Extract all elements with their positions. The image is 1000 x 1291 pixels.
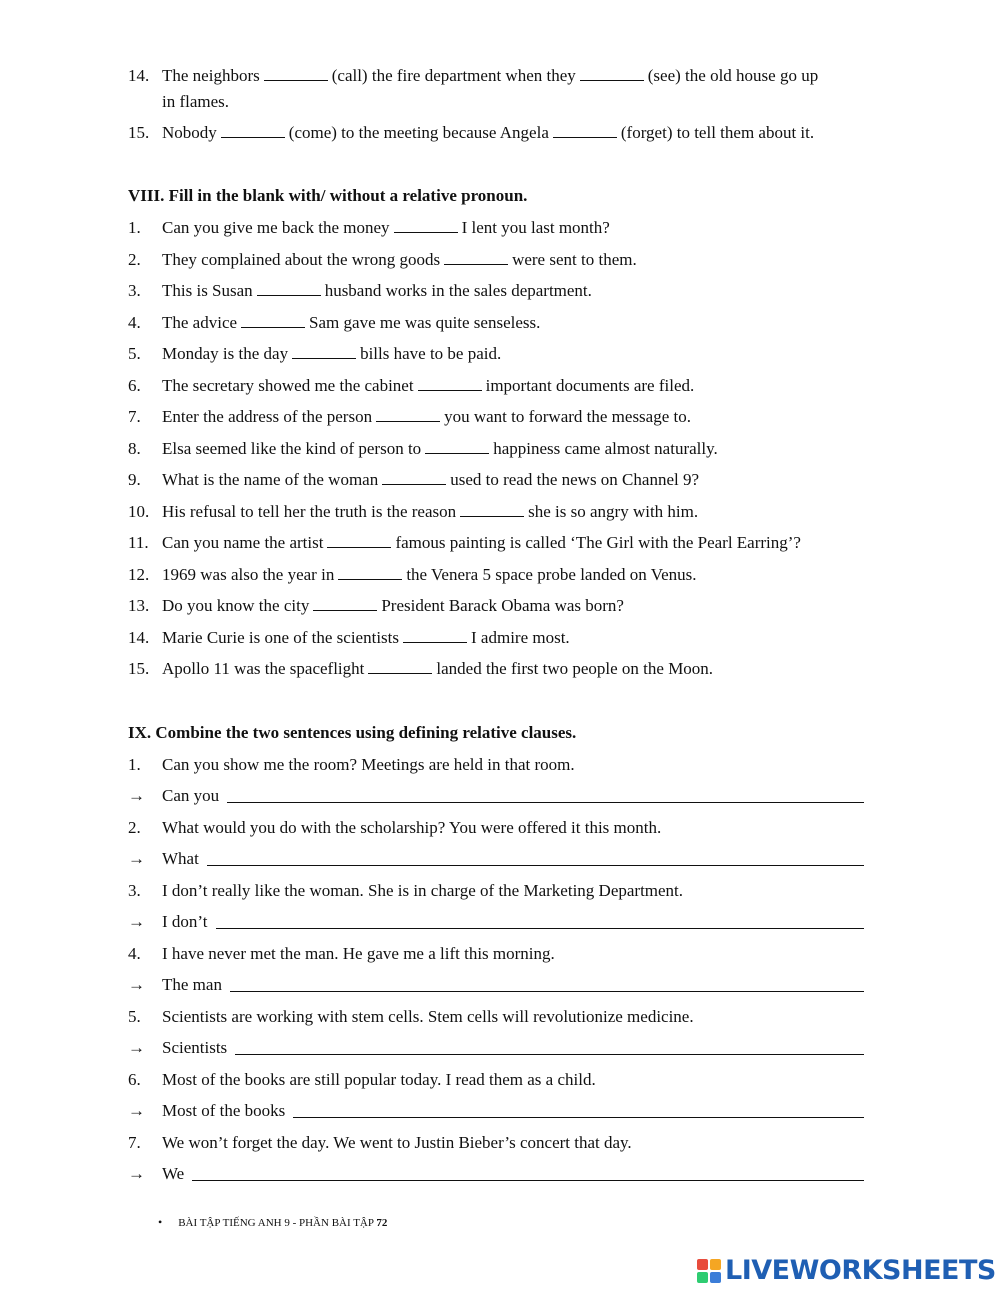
item-text-before: 1969 was also the year in xyxy=(162,564,335,584)
fill-blank-item xyxy=(128,502,698,522)
exercise-item xyxy=(128,66,818,86)
answer-blank[interactable] xyxy=(376,407,440,422)
item-text-before: This is Susan xyxy=(162,281,253,300)
answer-blank[interactable] xyxy=(221,123,285,138)
item-text-before: They complained about the wrong goods xyxy=(162,249,441,269)
item-number: 1. xyxy=(128,218,141,237)
answer-lead: I don’t xyxy=(162,912,208,931)
question-text: I have never met the man. He gave me a lift this morning. xyxy=(162,944,555,963)
item-number: 10. xyxy=(128,501,150,521)
item-text-after: important documents are filed. xyxy=(485,375,695,395)
answer-lead: We xyxy=(162,1164,185,1183)
item-number: 11. xyxy=(128,533,149,552)
fill-blank-item xyxy=(128,565,697,585)
answer-blank[interactable] xyxy=(264,66,328,81)
item-number: 5. xyxy=(128,1007,141,1026)
combine-question xyxy=(128,1070,596,1090)
liveworksheets-logo xyxy=(697,1255,996,1286)
item-number: 6. xyxy=(128,1070,141,1089)
item-text-after: husband works in the sales department. xyxy=(324,281,592,300)
fill-blank-item xyxy=(128,344,501,364)
logo-text: LIVEWORKSHEETS xyxy=(725,1255,996,1286)
item-number: 4. xyxy=(128,944,141,963)
item-text-before: Do you know the city xyxy=(162,596,310,615)
question-text: Scientists are working with stem cells. Stem cells will revolutionize medicine. xyxy=(162,1007,694,1026)
item-text: (come) to the meeting because Angela xyxy=(288,123,549,142)
item-text-before: Monday is the day xyxy=(162,344,289,363)
item-text: (forget) to tell them about it. xyxy=(620,123,815,142)
item-text-before: The advice xyxy=(162,312,238,332)
page-footer xyxy=(158,1215,387,1230)
question-text: I don’t really like the woman. She is in charge of the Marketing Department. xyxy=(162,881,684,900)
section-heading: VIII. Fill in the blank with/ without a relative pronoun. xyxy=(128,186,528,205)
item-number: 12. xyxy=(128,564,150,584)
answer-row xyxy=(128,1036,864,1058)
answer-lead: Most of the books xyxy=(162,1101,286,1120)
answer-blank[interactable] xyxy=(327,533,391,548)
answer-blank[interactable] xyxy=(418,376,482,391)
arrow-icon: → xyxy=(128,1101,145,1120)
item-text: The neighbors xyxy=(162,66,260,85)
item-text-before: Elsa seemed like the kind of person to xyxy=(162,438,422,458)
item-continuation: in flames. xyxy=(162,92,230,111)
fill-blank-item xyxy=(128,628,570,648)
combine-question xyxy=(128,755,575,775)
fill-blank-item xyxy=(128,439,718,459)
arrow-icon: → xyxy=(128,786,145,805)
item-text-before: Can you give me back the money xyxy=(162,218,390,237)
logo-square xyxy=(710,1259,721,1270)
combine-question xyxy=(128,1007,694,1027)
item-number: 9. xyxy=(128,470,141,489)
question-text: Can you show me the room? Meetings are held in that room. xyxy=(162,755,575,774)
item-text-after: famous painting is called ‘The Girl with the Pearl Earring’? xyxy=(395,533,801,552)
item-text-before: Marie Curie is one of the scientists xyxy=(162,627,400,647)
question-text: Most of the books are still popular today. I read them as a child. xyxy=(162,1070,596,1089)
arrow-icon: → xyxy=(128,1164,145,1183)
bullet-icon: • xyxy=(158,1215,163,1229)
logo-grid-icon xyxy=(697,1259,721,1283)
item-text-before: His refusal to tell her the truth is the reason xyxy=(162,501,457,521)
answer-blank[interactable] xyxy=(580,66,644,81)
answer-blank[interactable] xyxy=(338,565,402,580)
item-number: 14. xyxy=(128,627,150,647)
answer-row xyxy=(128,784,864,806)
item-number: 15. xyxy=(128,659,150,678)
item-text-after: you want to forward the message to. xyxy=(444,407,691,426)
item-text-after: the Venera 5 space probe landed on Venus. xyxy=(406,564,697,584)
logo-square xyxy=(710,1272,721,1283)
item-text-after: she is so angry with him. xyxy=(528,501,699,521)
logo-square xyxy=(697,1259,708,1270)
answer-line[interactable] xyxy=(293,1101,864,1118)
item-text-after: used to read the news on Channel 9? xyxy=(450,470,700,489)
answer-blank[interactable] xyxy=(403,628,467,643)
item-number: 3. xyxy=(128,281,141,300)
arrow-icon: → xyxy=(128,912,145,931)
answer-row xyxy=(128,1162,864,1184)
item-text-after: landed the first two people on the Moon. xyxy=(436,659,714,678)
item-text-before: What is the name of the woman xyxy=(162,470,379,489)
answer-blank[interactable] xyxy=(241,313,305,328)
answer-blank[interactable] xyxy=(394,218,458,233)
item-number: 2. xyxy=(128,818,141,837)
page-number: 72 xyxy=(376,1217,388,1229)
fill-blank-item xyxy=(128,470,699,490)
combine-question xyxy=(128,881,683,901)
item-text-before: Enter the address of the person xyxy=(162,407,373,426)
item-text-after: were sent to them. xyxy=(512,249,637,269)
answer-blank[interactable] xyxy=(257,281,321,296)
item-number: 2. xyxy=(128,249,141,269)
item-text-after: happiness came almost naturally. xyxy=(493,438,718,458)
item-text: (see) the old house go up xyxy=(647,66,819,85)
fill-blank-item xyxy=(128,313,540,333)
item-text-after: President Barack Obama was born? xyxy=(381,596,624,615)
arrow-icon: → xyxy=(128,849,145,868)
logo-square xyxy=(697,1272,708,1283)
item-number: 4. xyxy=(128,312,141,332)
answer-row xyxy=(128,910,864,932)
fill-blank-item xyxy=(128,281,592,301)
answer-blank[interactable] xyxy=(460,502,524,517)
item-text-after: I lent you last month? xyxy=(461,218,610,237)
item-number: 7. xyxy=(128,407,141,426)
fill-blank-item xyxy=(128,407,691,427)
answer-blank[interactable] xyxy=(553,123,617,138)
answer-line[interactable] xyxy=(227,786,864,803)
answer-blank[interactable] xyxy=(368,659,432,674)
fill-blank-item xyxy=(128,533,801,553)
answer-row xyxy=(128,1099,864,1121)
answer-line[interactable] xyxy=(235,1038,864,1055)
item-number: 1. xyxy=(128,755,141,774)
answer-blank[interactable] xyxy=(313,596,377,611)
arrow-icon: → xyxy=(128,1038,145,1057)
item-number: 7. xyxy=(128,1133,141,1152)
fill-blank-item xyxy=(128,376,694,396)
answer-line[interactable] xyxy=(207,849,864,866)
item-number: 15. xyxy=(128,123,150,142)
item-text-after: I admire most. xyxy=(471,627,570,647)
question-text: We won’t forget the day. We went to Justin Bieber’s concert that day. xyxy=(162,1133,632,1152)
item-text-before: Apollo 11 was the spaceflight xyxy=(162,659,365,678)
item-text-after: Sam gave me was quite senseless. xyxy=(309,312,541,332)
answer-row xyxy=(128,973,864,995)
fill-blank-item xyxy=(128,596,624,616)
arrow-icon: → xyxy=(128,975,145,994)
fill-blank-item xyxy=(128,659,713,679)
item-text-after: bills have to be paid. xyxy=(360,344,502,363)
answer-blank[interactable] xyxy=(444,250,508,265)
combine-question xyxy=(128,1133,632,1153)
item-number: 13. xyxy=(128,596,150,615)
question-text: What would you do with the scholarship? You were offered it this month. xyxy=(162,818,662,837)
answer-line[interactable] xyxy=(192,1164,864,1181)
item-number: 14. xyxy=(128,66,150,85)
answer-row xyxy=(128,847,864,869)
answer-blank[interactable] xyxy=(382,470,446,485)
item-text: Nobody xyxy=(162,123,217,142)
answer-line[interactable] xyxy=(230,975,864,992)
item-number: 6. xyxy=(128,375,141,395)
item-text-before: The secretary showed me the cabinet xyxy=(162,375,414,395)
item-text: (call) the fire department when they xyxy=(331,66,576,85)
answer-blank[interactable] xyxy=(425,439,489,454)
item-text-before: Can you name the artist xyxy=(162,533,324,552)
fill-blank-item xyxy=(128,250,637,270)
exercise-item xyxy=(128,123,814,143)
item-number: 3. xyxy=(128,881,141,900)
answer-lead: What xyxy=(162,849,199,868)
combine-question xyxy=(128,944,555,964)
section-heading: IX. Combine the two sentences using defining relative clauses. xyxy=(128,723,577,742)
answer-line[interactable] xyxy=(216,912,865,929)
answer-lead: The man xyxy=(162,975,222,994)
footer-text: BÀI TẬP TIẾNG ANH 9 - PHẦN BÀI TẬP xyxy=(178,1217,374,1229)
answer-lead: Can you xyxy=(162,786,220,805)
item-number: 8. xyxy=(128,438,141,458)
item-number: 5. xyxy=(128,344,141,363)
answer-blank[interactable] xyxy=(292,344,356,359)
fill-blank-item xyxy=(128,218,610,238)
answer-lead: Scientists xyxy=(162,1038,228,1057)
combine-question xyxy=(128,818,661,838)
